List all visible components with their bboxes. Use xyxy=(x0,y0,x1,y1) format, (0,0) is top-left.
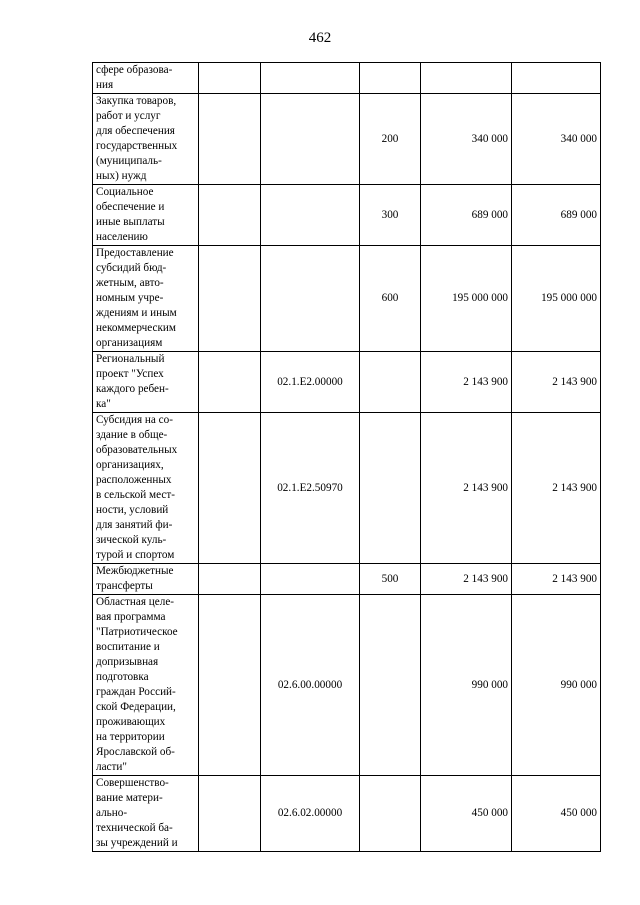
table-row xyxy=(93,185,601,246)
amount-year-1 xyxy=(421,63,512,94)
amount-year-1: 450 000 xyxy=(421,776,512,852)
target-article-code: 02.1.E2.50970 xyxy=(261,413,360,564)
amount-year-2: 689 000 xyxy=(512,185,601,246)
target-article-code xyxy=(261,246,360,352)
row-name: Областная целе- вая программа "Патриотическое воспитание и допризывная подготовка граждан Россий- ской Федерации, проживающих на территории Ярославской об- ласти" xyxy=(93,595,199,776)
amount-year-2: 340 000 xyxy=(512,94,601,185)
expense-type-code: 500 xyxy=(360,564,421,595)
table-row xyxy=(93,246,601,352)
amount-year-1: 195 000 000 xyxy=(421,246,512,352)
row-name: Совершенство- вание матери- ально- технической ба- зы учреждений и xyxy=(93,776,199,852)
empty-cell xyxy=(199,595,261,776)
target-article-code xyxy=(261,63,360,94)
expense-type-code xyxy=(360,63,421,94)
target-article-code: 02.6.00.00000 xyxy=(261,595,360,776)
amount-year-1: 340 000 xyxy=(421,94,512,185)
expense-type-code xyxy=(360,776,421,852)
empty-cell xyxy=(199,63,261,94)
row-name: Закупка товаров, работ и услуг для обеспечения государственных (муниципаль- ных) нужд xyxy=(93,94,199,185)
target-article-code xyxy=(261,94,360,185)
table-row xyxy=(93,63,601,94)
amount-year-2: 2 143 900 xyxy=(512,413,601,564)
target-article-code: 02.1.E2.00000 xyxy=(261,352,360,413)
expense-type-code: 300 xyxy=(360,185,421,246)
target-article-code: 02.6.02.00000 xyxy=(261,776,360,852)
empty-cell xyxy=(199,776,261,852)
table-row xyxy=(93,94,601,185)
table-row xyxy=(93,776,601,852)
amount-year-2: 2 143 900 xyxy=(512,352,601,413)
table-row xyxy=(93,595,601,776)
empty-cell xyxy=(199,352,261,413)
expense-type-code xyxy=(360,595,421,776)
table-row xyxy=(93,352,601,413)
amount-year-2: 450 000 xyxy=(512,776,601,852)
empty-cell xyxy=(199,413,261,564)
amount-year-2: 195 000 000 xyxy=(512,246,601,352)
table-row xyxy=(93,413,601,564)
empty-cell xyxy=(199,185,261,246)
amount-year-1: 2 143 900 xyxy=(421,564,512,595)
row-name: Социальное обеспечение и иные выплаты населению xyxy=(93,185,199,246)
row-name: сфере образова- ния xyxy=(93,63,199,94)
empty-cell xyxy=(199,246,261,352)
amount-year-1: 2 143 900 xyxy=(421,352,512,413)
amount-year-2: 2 143 900 xyxy=(512,564,601,595)
empty-cell xyxy=(199,94,261,185)
row-name: Субсидия на со- здание в обще- образовательных организациях, расположенных в сельской мест- ности, условий для занятий фи- зической куль- турой и спортом xyxy=(93,413,199,564)
expense-type-code: 600 xyxy=(360,246,421,352)
row-name: Предоставление субсидий бюд- жетным, авто- номным учре- ждениям и иным некоммерческим организациям xyxy=(93,246,199,352)
empty-cell xyxy=(199,564,261,595)
table-row xyxy=(93,564,601,595)
amount-year-1: 990 000 xyxy=(421,595,512,776)
expense-type-code xyxy=(360,413,421,564)
amount-year-2 xyxy=(512,63,601,94)
expense-type-code: 200 xyxy=(360,94,421,185)
target-article-code xyxy=(261,185,360,246)
expense-type-code xyxy=(360,352,421,413)
row-name: Межбюджетные трансферты xyxy=(93,564,199,595)
row-name: Региональный проект "Успех каждого ребен- ка" xyxy=(93,352,199,413)
amount-year-1: 2 143 900 xyxy=(421,413,512,564)
amount-year-2: 990 000 xyxy=(512,595,601,776)
page-number: 462 xyxy=(308,30,332,46)
budget-table xyxy=(92,62,601,852)
amount-year-1: 689 000 xyxy=(421,185,512,246)
target-article-code xyxy=(261,564,360,595)
